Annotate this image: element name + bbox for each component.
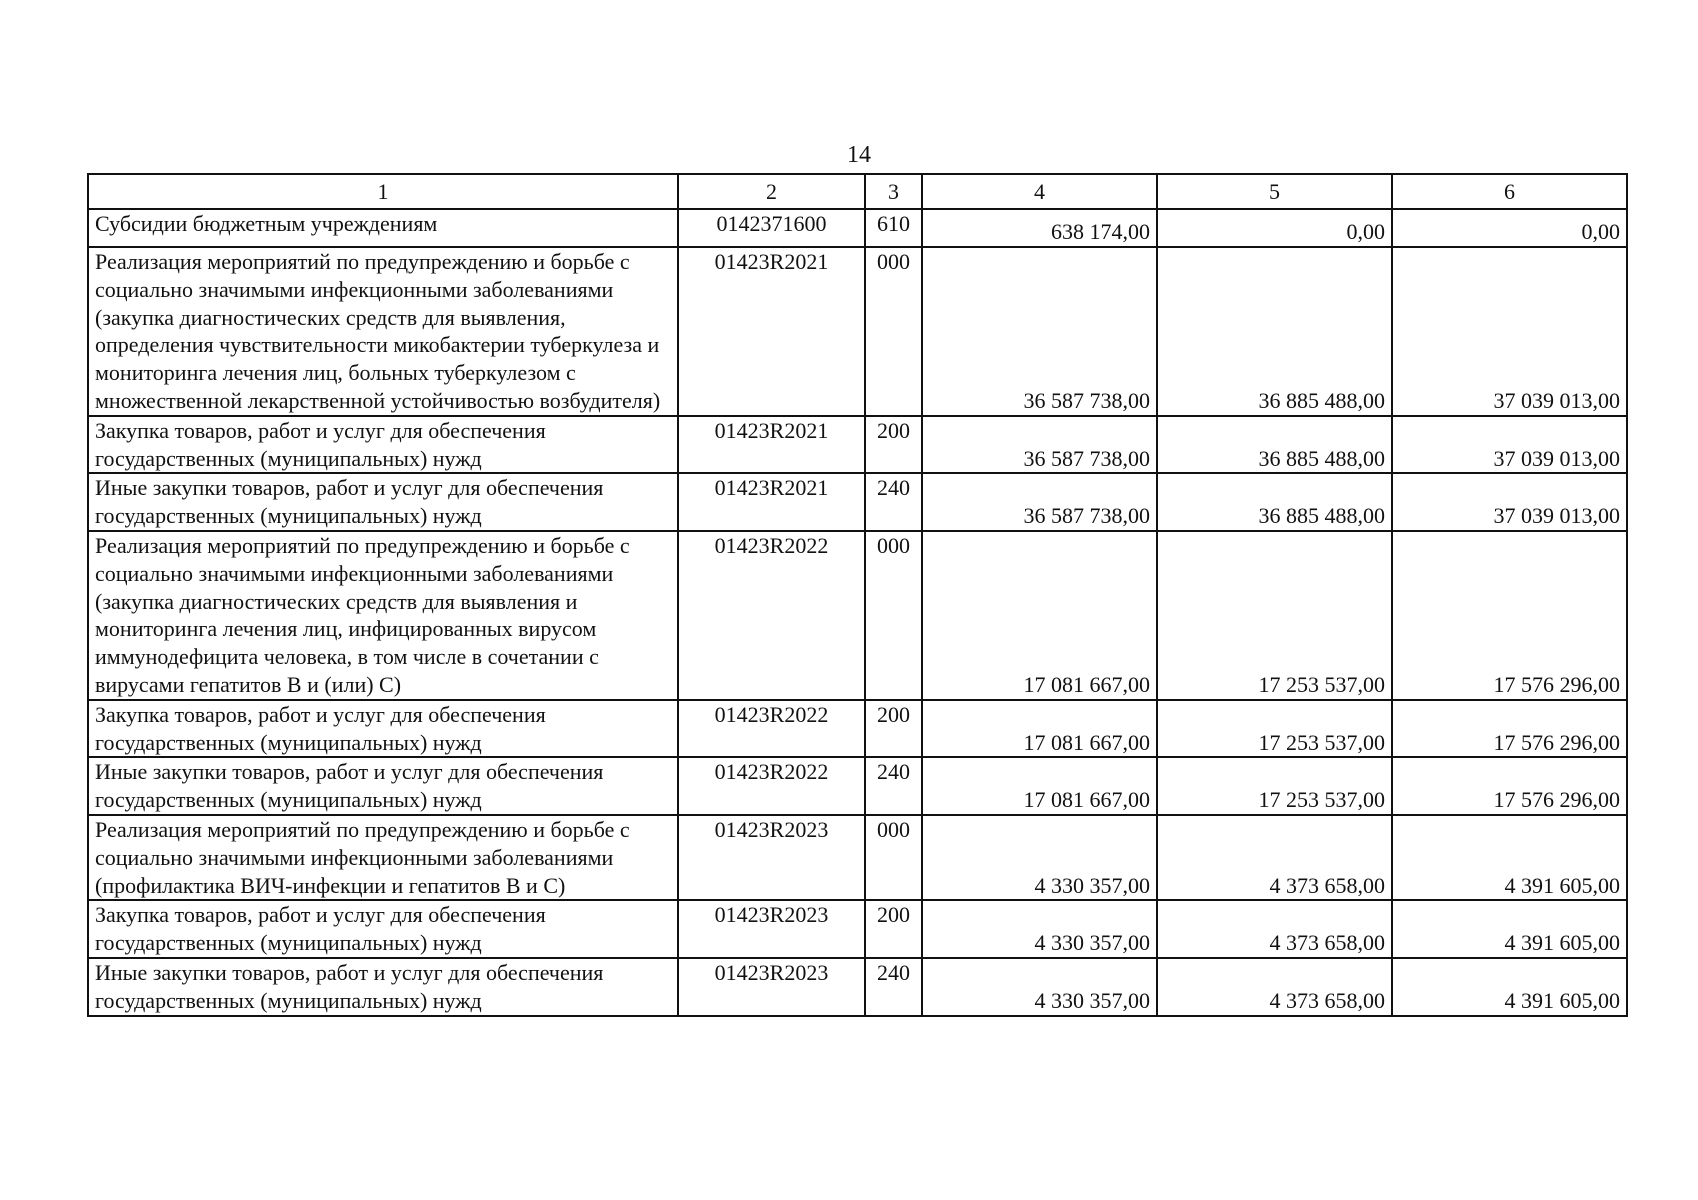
row-code-cell: 01423R2023 <box>678 900 865 958</box>
row-sum-col4: 17 081 667,00 <box>922 531 1157 700</box>
row-sum-col4: 36 587 738,00 <box>922 473 1157 531</box>
column-header: 2 <box>678 174 865 209</box>
table-row <box>88 900 1627 958</box>
table-row <box>88 815 1627 900</box>
row-sum-col5: 36 885 488,00 <box>1157 416 1392 474</box>
table-row <box>88 473 1627 531</box>
row-code-cell: 01423R2022 <box>678 700 865 758</box>
row-name-cell: Закупка товаров, работ и услуг для обеспечения государственных (муниципальных) нужд <box>88 700 678 758</box>
column-header: 6 <box>1392 174 1627 209</box>
column-header: 3 <box>865 174 922 209</box>
page-number: 14 <box>847 142 871 168</box>
row-name-cell: Иные закупки товаров, работ и услуг для обеспечения государственных (муниципальных) нужд <box>88 473 678 531</box>
row-sum-col4: 4 330 357,00 <box>922 900 1157 958</box>
row-sum-col6: 17 576 296,00 <box>1392 757 1627 815</box>
row-name-cell: Закупка товаров, работ и услуг для обеспечения государственных (муниципальных) нужд <box>88 900 678 958</box>
row-code-cell: 01423R2021 <box>678 247 865 416</box>
row-name-cell: Субсидии бюджетным учреждениям <box>88 209 678 247</box>
row-sum-col5: 17 253 537,00 <box>1157 531 1392 700</box>
row-code-cell: 01423R2023 <box>678 958 865 1016</box>
row-sum-col6: 37 039 013,00 <box>1392 473 1627 531</box>
row-name-cell: Реализация мероприятий по предупреждению и борьбе с социально значимыми инфекционными заболеваниями (профилактика ВИЧ-инфекции и гепатитов B и C) <box>88 815 678 900</box>
row-sum-col4: 4 330 357,00 <box>922 815 1157 900</box>
row-type-cell: 000 <box>865 531 922 700</box>
row-sum-col5: 0,00 <box>1157 209 1392 247</box>
row-sum-col5: 36 885 488,00 <box>1157 247 1392 416</box>
row-name-cell: Иные закупки товаров, работ и услуг для обеспечения государственных (муниципальных) нужд <box>88 958 678 1016</box>
row-sum-col6: 4 391 605,00 <box>1392 900 1627 958</box>
row-sum-col6: 0,00 <box>1392 209 1627 247</box>
budget-table <box>87 173 1628 1017</box>
row-name-cell: Закупка товаров, работ и услуг для обеспечения государственных (муниципальных) нужд <box>88 416 678 474</box>
row-type-cell: 610 <box>865 209 922 247</box>
row-code-cell: 01423R2022 <box>678 531 865 700</box>
row-sum-col4: 17 081 667,00 <box>922 757 1157 815</box>
row-sum-col5: 17 253 537,00 <box>1157 757 1392 815</box>
table-row <box>88 958 1627 1016</box>
row-type-cell: 000 <box>865 247 922 416</box>
row-type-cell: 240 <box>865 757 922 815</box>
row-code-cell: 01423R2023 <box>678 815 865 900</box>
column-header: 1 <box>88 174 678 209</box>
row-sum-col5: 4 373 658,00 <box>1157 958 1392 1016</box>
row-type-cell: 200 <box>865 416 922 474</box>
row-sum-col5: 17 253 537,00 <box>1157 700 1392 758</box>
row-name-cell: Реализация мероприятий по предупреждению и борьбе с социально значимыми инфекционными заболеваниями (закупка диагностических средств для выявления, определения чувствительности микобактерии туберкулеза и мониторинга лечения лиц, больных туберкулезом с множественной лекарственной устойчивостью возбудителя) <box>88 247 678 416</box>
row-sum-col5: 4 373 658,00 <box>1157 815 1392 900</box>
row-sum-col4: 4 330 357,00 <box>922 958 1157 1016</box>
row-type-cell: 200 <box>865 900 922 958</box>
row-name-cell: Реализация мероприятий по предупреждению и борьбе с социально значимыми инфекционными заболеваниями (закупка диагностических средств для выявления и мониторинга лечения лиц, инфицированных вирусом иммунодефицита человека, в том числе в сочетании с вирусами гепатитов B и (или) C) <box>88 531 678 700</box>
row-type-cell: 240 <box>865 473 922 531</box>
column-header: 4 <box>922 174 1157 209</box>
table-row <box>88 531 1627 700</box>
row-code-cell: 01423R2021 <box>678 473 865 531</box>
row-sum-col4: 36 587 738,00 <box>922 247 1157 416</box>
row-sum-col4: 36 587 738,00 <box>922 416 1157 474</box>
row-sum-col5: 4 373 658,00 <box>1157 900 1392 958</box>
row-sum-col5: 36 885 488,00 <box>1157 473 1392 531</box>
row-sum-col6: 4 391 605,00 <box>1392 958 1627 1016</box>
row-code-cell: 01423R2021 <box>678 416 865 474</box>
row-name-cell: Иные закупки товаров, работ и услуг для обеспечения государственных (муниципальных) нужд <box>88 757 678 815</box>
table-row <box>88 209 1627 247</box>
row-code-cell: 01423R2022 <box>678 757 865 815</box>
column-number-header-row <box>88 174 1627 209</box>
row-sum-col4: 17 081 667,00 <box>922 700 1157 758</box>
table-row <box>88 416 1627 474</box>
row-sum-col6: 4 391 605,00 <box>1392 815 1627 900</box>
row-sum-col6: 17 576 296,00 <box>1392 531 1627 700</box>
row-sum-col6: 37 039 013,00 <box>1392 247 1627 416</box>
row-sum-col6: 17 576 296,00 <box>1392 700 1627 758</box>
row-sum-col4: 638 174,00 <box>922 209 1157 247</box>
row-type-cell: 240 <box>865 958 922 1016</box>
row-sum-col6: 37 039 013,00 <box>1392 416 1627 474</box>
row-type-cell: 000 <box>865 815 922 900</box>
table-row <box>88 757 1627 815</box>
table-row <box>88 700 1627 758</box>
row-code-cell: 0142371600 <box>678 209 865 247</box>
table-row <box>88 247 1627 416</box>
column-header: 5 <box>1157 174 1392 209</box>
row-type-cell: 200 <box>865 700 922 758</box>
